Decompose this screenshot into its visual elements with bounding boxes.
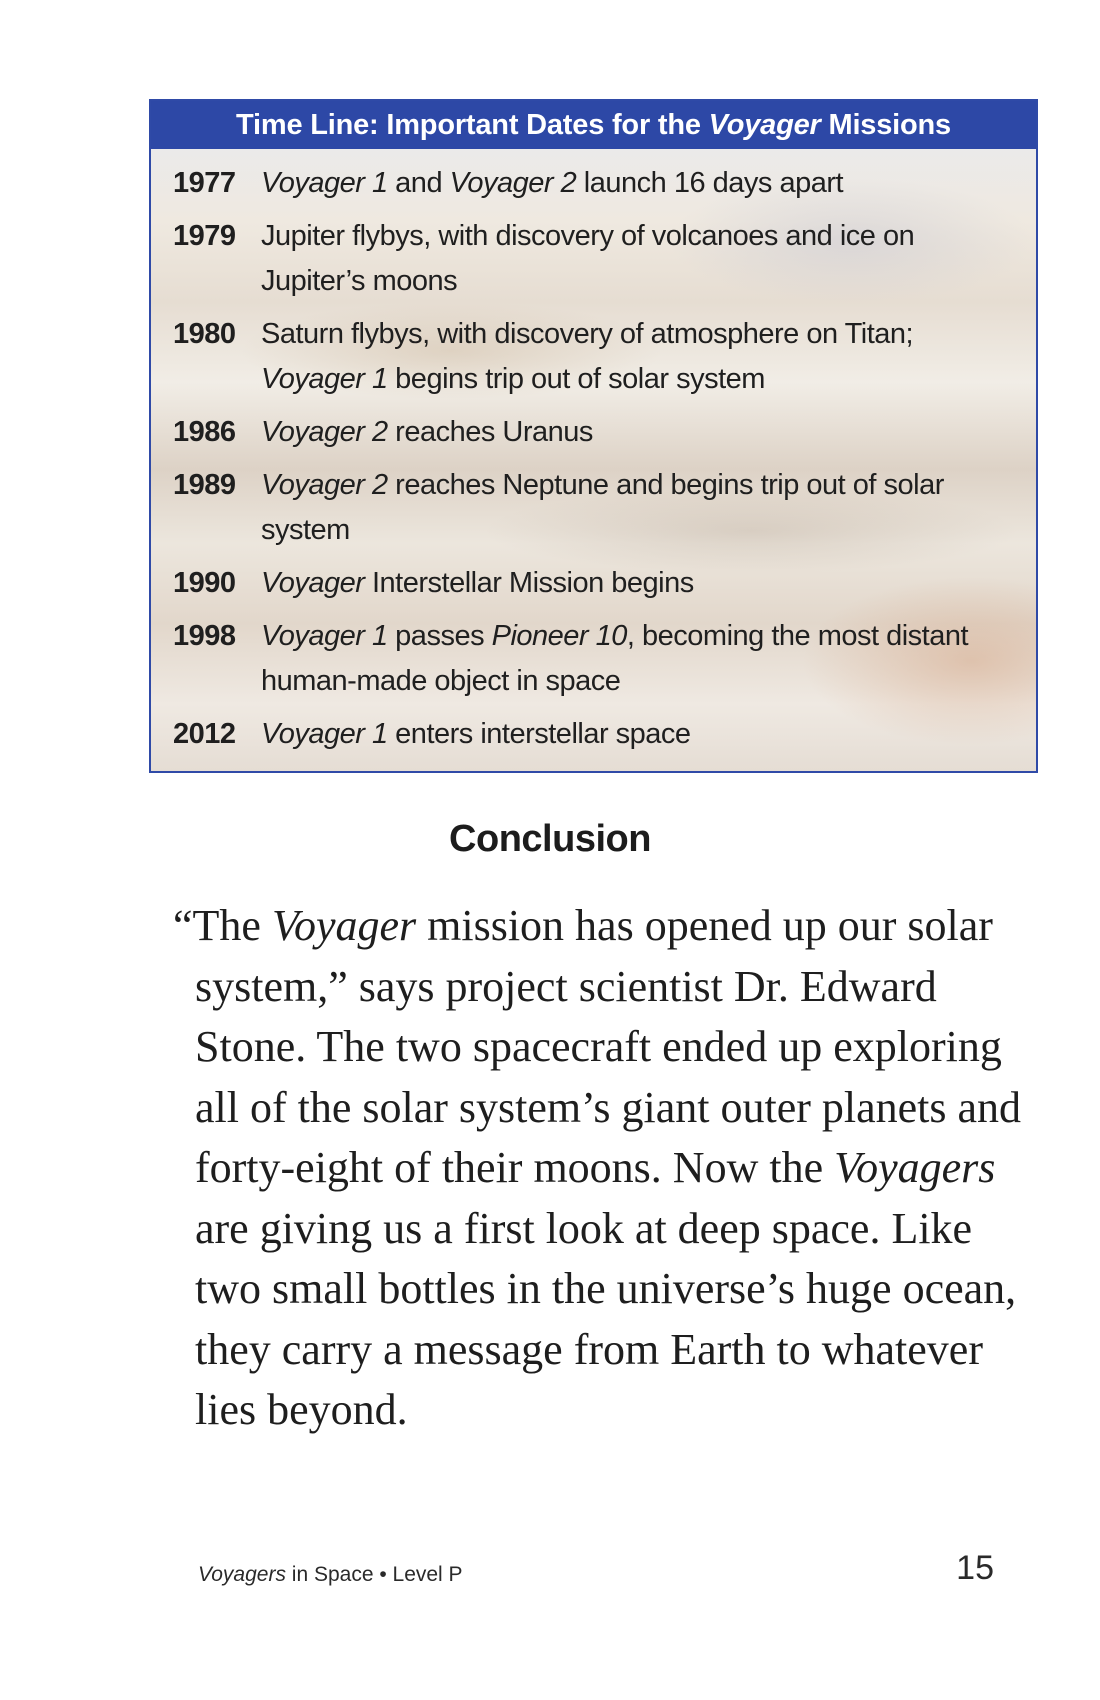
text-run: and: [387, 167, 450, 199]
text-run: enters interstellar space: [387, 718, 691, 750]
italic-text: Voyager 2: [261, 416, 388, 448]
conclusion-paragraph: [173, 896, 1033, 1441]
timeline-row: [151, 214, 1036, 304]
timeline-title: [151, 101, 1036, 149]
timeline-event: [261, 410, 1036, 455]
timeline-title-italic: Voyager: [708, 109, 821, 141]
timeline-year: 1979: [173, 220, 236, 252]
timeline-event: [261, 463, 1036, 553]
timeline-rows: [151, 149, 1036, 757]
timeline-event: [261, 712, 1036, 757]
text-run: Interstellar Mission begins: [364, 567, 694, 599]
timeline-row: [151, 410, 1036, 455]
italic-text: Voyagers: [834, 1143, 996, 1192]
timeline-row: [151, 561, 1036, 606]
text-run: reaches Uranus: [387, 416, 593, 448]
italic-text: Voyager: [271, 901, 417, 950]
timeline-row: [151, 463, 1036, 553]
timeline-year: 1980: [173, 318, 236, 350]
timeline-row: [151, 161, 1036, 206]
timeline-year: 2012: [173, 718, 236, 750]
text-run: mission has opened up our solar system,” says project scientist Dr. Edward Stone. The two spacecraft ended up exploring all of the solar system’s giant outer planets and forty-eight of their moons. Now the: [195, 901, 1022, 1192]
italic-text: Voyager 1: [261, 167, 388, 199]
timeline-event: [261, 161, 1036, 206]
conclusion-body: [173, 896, 1033, 1441]
italic-text: Voyager: [261, 567, 365, 599]
timeline-year: 1986: [173, 416, 236, 448]
timeline-row: [151, 712, 1036, 757]
text-run: reaches Neptune and begins trip out of solar system: [261, 469, 944, 546]
timeline-row: [151, 614, 1036, 704]
timeline-row: [151, 312, 1036, 402]
italic-text: Voyager 2: [261, 469, 388, 501]
text-run: passes: [387, 620, 492, 652]
text-run: Saturn flybys, with discovery of atmosphere on Titan;: [261, 318, 914, 350]
timeline-year: 1977: [173, 167, 236, 199]
timeline-year: 1989: [173, 469, 236, 501]
italic-text: Voyager 1: [261, 620, 388, 652]
text-run: “The: [173, 901, 272, 950]
footer-title-rest: in Space • Level P: [285, 1563, 463, 1586]
conclusion-heading: Conclusion: [449, 818, 651, 860]
timeline-title-suffix: Missions: [820, 109, 951, 141]
text-run: are giving us a first look at deep space. Like two small bottles in the universe’s huge ocean, they carry a message from Earth to whatever lies beyond.: [195, 1203, 1017, 1434]
timeline-title-prefix: Time Line: Important Dates for the: [236, 109, 709, 141]
timeline-event: [261, 614, 1036, 704]
timeline-event: [261, 561, 1036, 606]
footer-book-title: [198, 1563, 463, 1587]
italic-text: Voyager 2: [449, 167, 577, 199]
timeline-year: 1998: [173, 620, 236, 652]
page-number: 15: [956, 1549, 994, 1587]
timeline-event: [261, 312, 1036, 402]
timeline-year: 1990: [173, 567, 236, 599]
timeline-event: [261, 214, 1036, 304]
footer-title-italic: Voyagers: [198, 1563, 286, 1586]
timeline-box: [149, 99, 1038, 773]
text-run: begins trip out of solar system: [387, 363, 765, 395]
italic-text: Voyager 1: [261, 718, 388, 750]
text-run: Jupiter flybys, with discovery of volcanoes and ice on Jupiter’s moons: [261, 220, 915, 297]
italic-text: Pioneer 10: [491, 620, 627, 652]
italic-text: Voyager 1: [261, 363, 388, 395]
text-run: launch 16 days apart: [576, 167, 844, 199]
text-run: , becoming the most distant human-made object in space: [261, 620, 969, 697]
